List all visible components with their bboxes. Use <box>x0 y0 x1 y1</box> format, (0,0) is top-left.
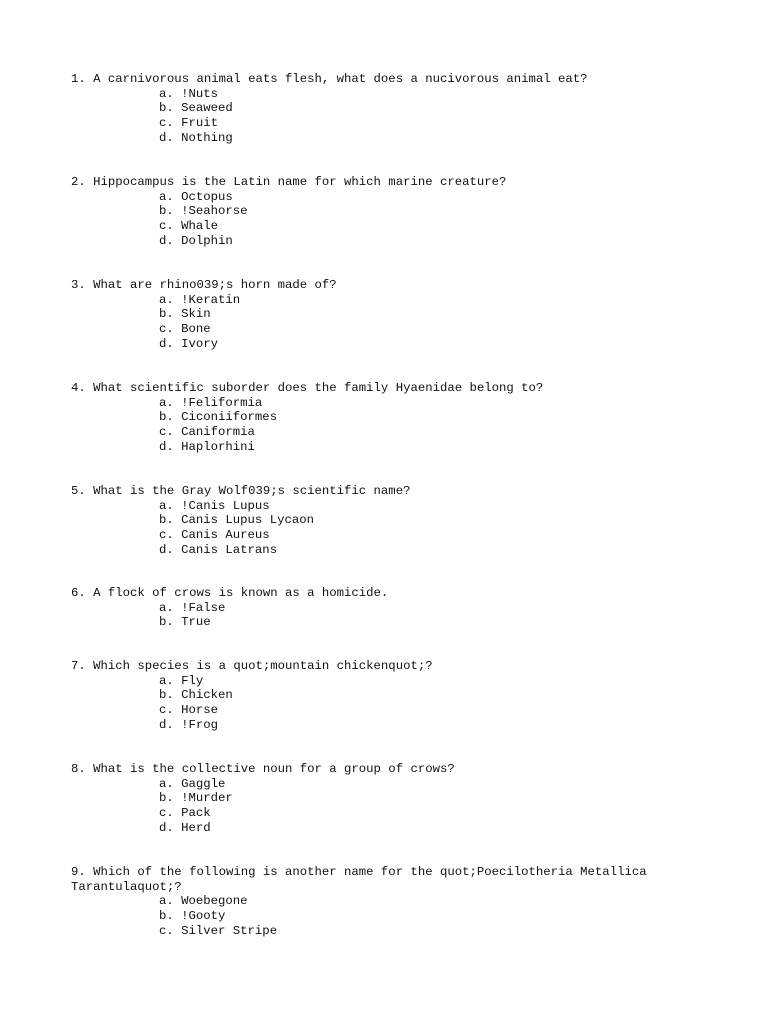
answer-option: d. Dolphin <box>159 233 233 248</box>
answer-options <box>71 293 671 352</box>
question-3 <box>71 278 671 352</box>
answer-option: a. !Feliformia <box>159 395 263 410</box>
question-7 <box>71 659 671 733</box>
answer-option: b. True <box>159 615 211 630</box>
answer-option: b. !Murder <box>159 791 233 806</box>
question-1 <box>71 72 671 146</box>
question-text: 8. What is the collective noun for a group of crows? <box>71 762 455 776</box>
answer-option: c. Canis Aureus <box>159 528 270 543</box>
answer-options <box>71 894 671 938</box>
answer-option: b. !Gooty <box>159 909 226 924</box>
answer-options <box>71 674 671 733</box>
answer-option: c. Fruit <box>159 116 219 131</box>
answer-option: c. Bone <box>159 322 211 337</box>
answer-option: a. Gaggle <box>159 776 226 791</box>
question-text: 3. What are rhino039;s horn made of? <box>71 278 337 292</box>
answer-option: a. Fly <box>159 673 204 688</box>
answer-options <box>71 190 671 249</box>
question-text: 1. A carnivorous animal eats flesh, what does a nucivorous animal eat? <box>71 72 588 86</box>
question-8 <box>71 762 671 836</box>
answer-option: a. Woebegone <box>159 894 248 909</box>
answer-options <box>71 601 671 630</box>
answer-option: c. Horse <box>159 703 219 718</box>
answer-option: b. Ciconiiformes <box>159 410 278 425</box>
answer-option: d. Canis Latrans <box>159 542 278 557</box>
answer-option: a. !Canis Lupus <box>159 498 270 513</box>
answer-options <box>71 396 671 455</box>
answer-option: c. Silver Stripe <box>159 923 278 938</box>
question-text: 7. Which species is a quot;mountain chickenquot;? <box>71 659 433 673</box>
answer-options <box>71 499 671 558</box>
answer-option: d. Ivory <box>159 336 219 351</box>
question-2 <box>71 175 671 249</box>
answer-option: c. Caniformia <box>159 425 255 440</box>
answer-option: b. !Seahorse <box>159 204 248 219</box>
answer-option: b. Canis Lupus Lycaon <box>159 513 314 528</box>
answer-option: a. !Nuts <box>159 86 219 101</box>
question-text: 4. What scientific suborder does the family Hyaenidae belong to? <box>71 381 544 395</box>
question-text: 9. Which of the following is another name for the quot;Poecilotheria Metallica Tarantulaquot;? <box>71 865 654 894</box>
answer-option: b. Chicken <box>159 688 233 703</box>
answer-option: c. Whale <box>159 219 219 234</box>
answer-options <box>71 87 671 146</box>
question-6 <box>71 586 671 630</box>
answer-option: d. Nothing <box>159 130 233 145</box>
answer-option: a. !False <box>159 600 226 615</box>
question-9 <box>71 865 671 939</box>
answer-option: d. Haplorhini <box>159 439 255 454</box>
question-text: 2. Hippocampus is the Latin name for which marine creature? <box>71 175 507 189</box>
answer-option: a. Octopus <box>159 189 233 204</box>
answer-option: b. Seaweed <box>159 101 233 116</box>
question-text: 5. What is the Gray Wolf039;s scientific name? <box>71 484 411 498</box>
answer-option: b. Skin <box>159 307 211 322</box>
question-5 <box>71 484 671 558</box>
answer-option: d. Herd <box>159 820 211 835</box>
question-4 <box>71 381 671 455</box>
question-text: 6. A flock of crows is known as a homicide. <box>71 586 389 600</box>
answer-option: c. Pack <box>159 806 211 821</box>
answer-option: a. !Keratin <box>159 292 241 307</box>
answer-options <box>71 777 671 836</box>
answer-option: d. !Frog <box>159 717 219 732</box>
